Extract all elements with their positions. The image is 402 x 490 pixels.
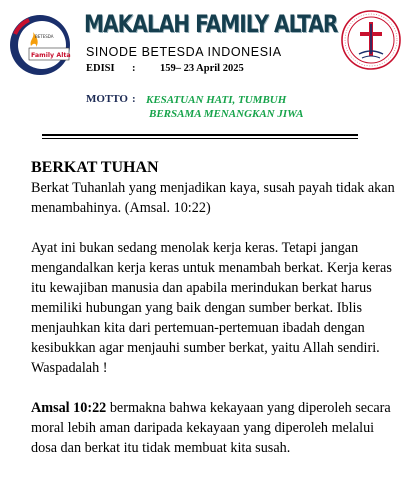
logo-small-text: BETESDA (35, 34, 54, 39)
article-intro: Berkat Tuhanlah yang menjadikan kaya, susah payah tidak akan menambahinya. (Amsal. 10:22) (31, 180, 395, 216)
motto-colon: : (132, 93, 136, 105)
article (31, 157, 396, 458)
edition-colon: : (132, 63, 136, 74)
article-paragraph-1: Ayat ini bukan sedang menolak kerja keras. Tetapi jangan mengandalkan kerja keras untuk menambah berkat. Kerja keras itu kewajiban manusia dan apabila merindukan berkat harus memiliki hubungan yang baik dengan sumber berkat. Iblis menjauhkan kita dari pertemuan-pertemuan ibadah dengan kesibukkan agar menjauhi sumber berkat, yaitu Allah sendiri. Waspadalah ! (31, 240, 392, 376)
motto-label: MOTTO (86, 93, 128, 105)
motto-label-row (86, 93, 136, 105)
bible-reference: Amsal 10:22 (31, 400, 107, 416)
edition-value: 159– 23 April 2025 (160, 63, 244, 74)
family-altar-logo (9, 14, 71, 76)
article-title: BERKAT TUHAN (31, 159, 159, 176)
motto-line-1: KESATUAN HATI, TUMBUH (146, 94, 287, 106)
header-divider-thin (42, 138, 358, 139)
church-cross-seal-icon (340, 8, 402, 74)
edition-label: EDISI (86, 63, 115, 74)
page-title: MAKALAH FAMILY ALTAR (84, 10, 338, 38)
article-paragraph-2 (31, 398, 396, 458)
header-divider (42, 134, 358, 136)
motto-text (146, 93, 303, 121)
motto-line-2: BERSAMA MENANGKAN JIWA (149, 108, 304, 120)
family-altar-logo-icon (9, 14, 71, 76)
synod-name: SINODE BETESDA INDONESIA (86, 45, 282, 59)
logo-text: Family Altar (31, 52, 71, 59)
church-seal-logo (340, 8, 402, 74)
paragraph-2-text: bermakna bahwa kekayaan yang diperoleh secara moral lebih aman daripada kekayaan yang diperoleh melalui dosa dan berkat itu tidak membuat kita susah. (31, 400, 391, 456)
edition-row (86, 63, 244, 74)
